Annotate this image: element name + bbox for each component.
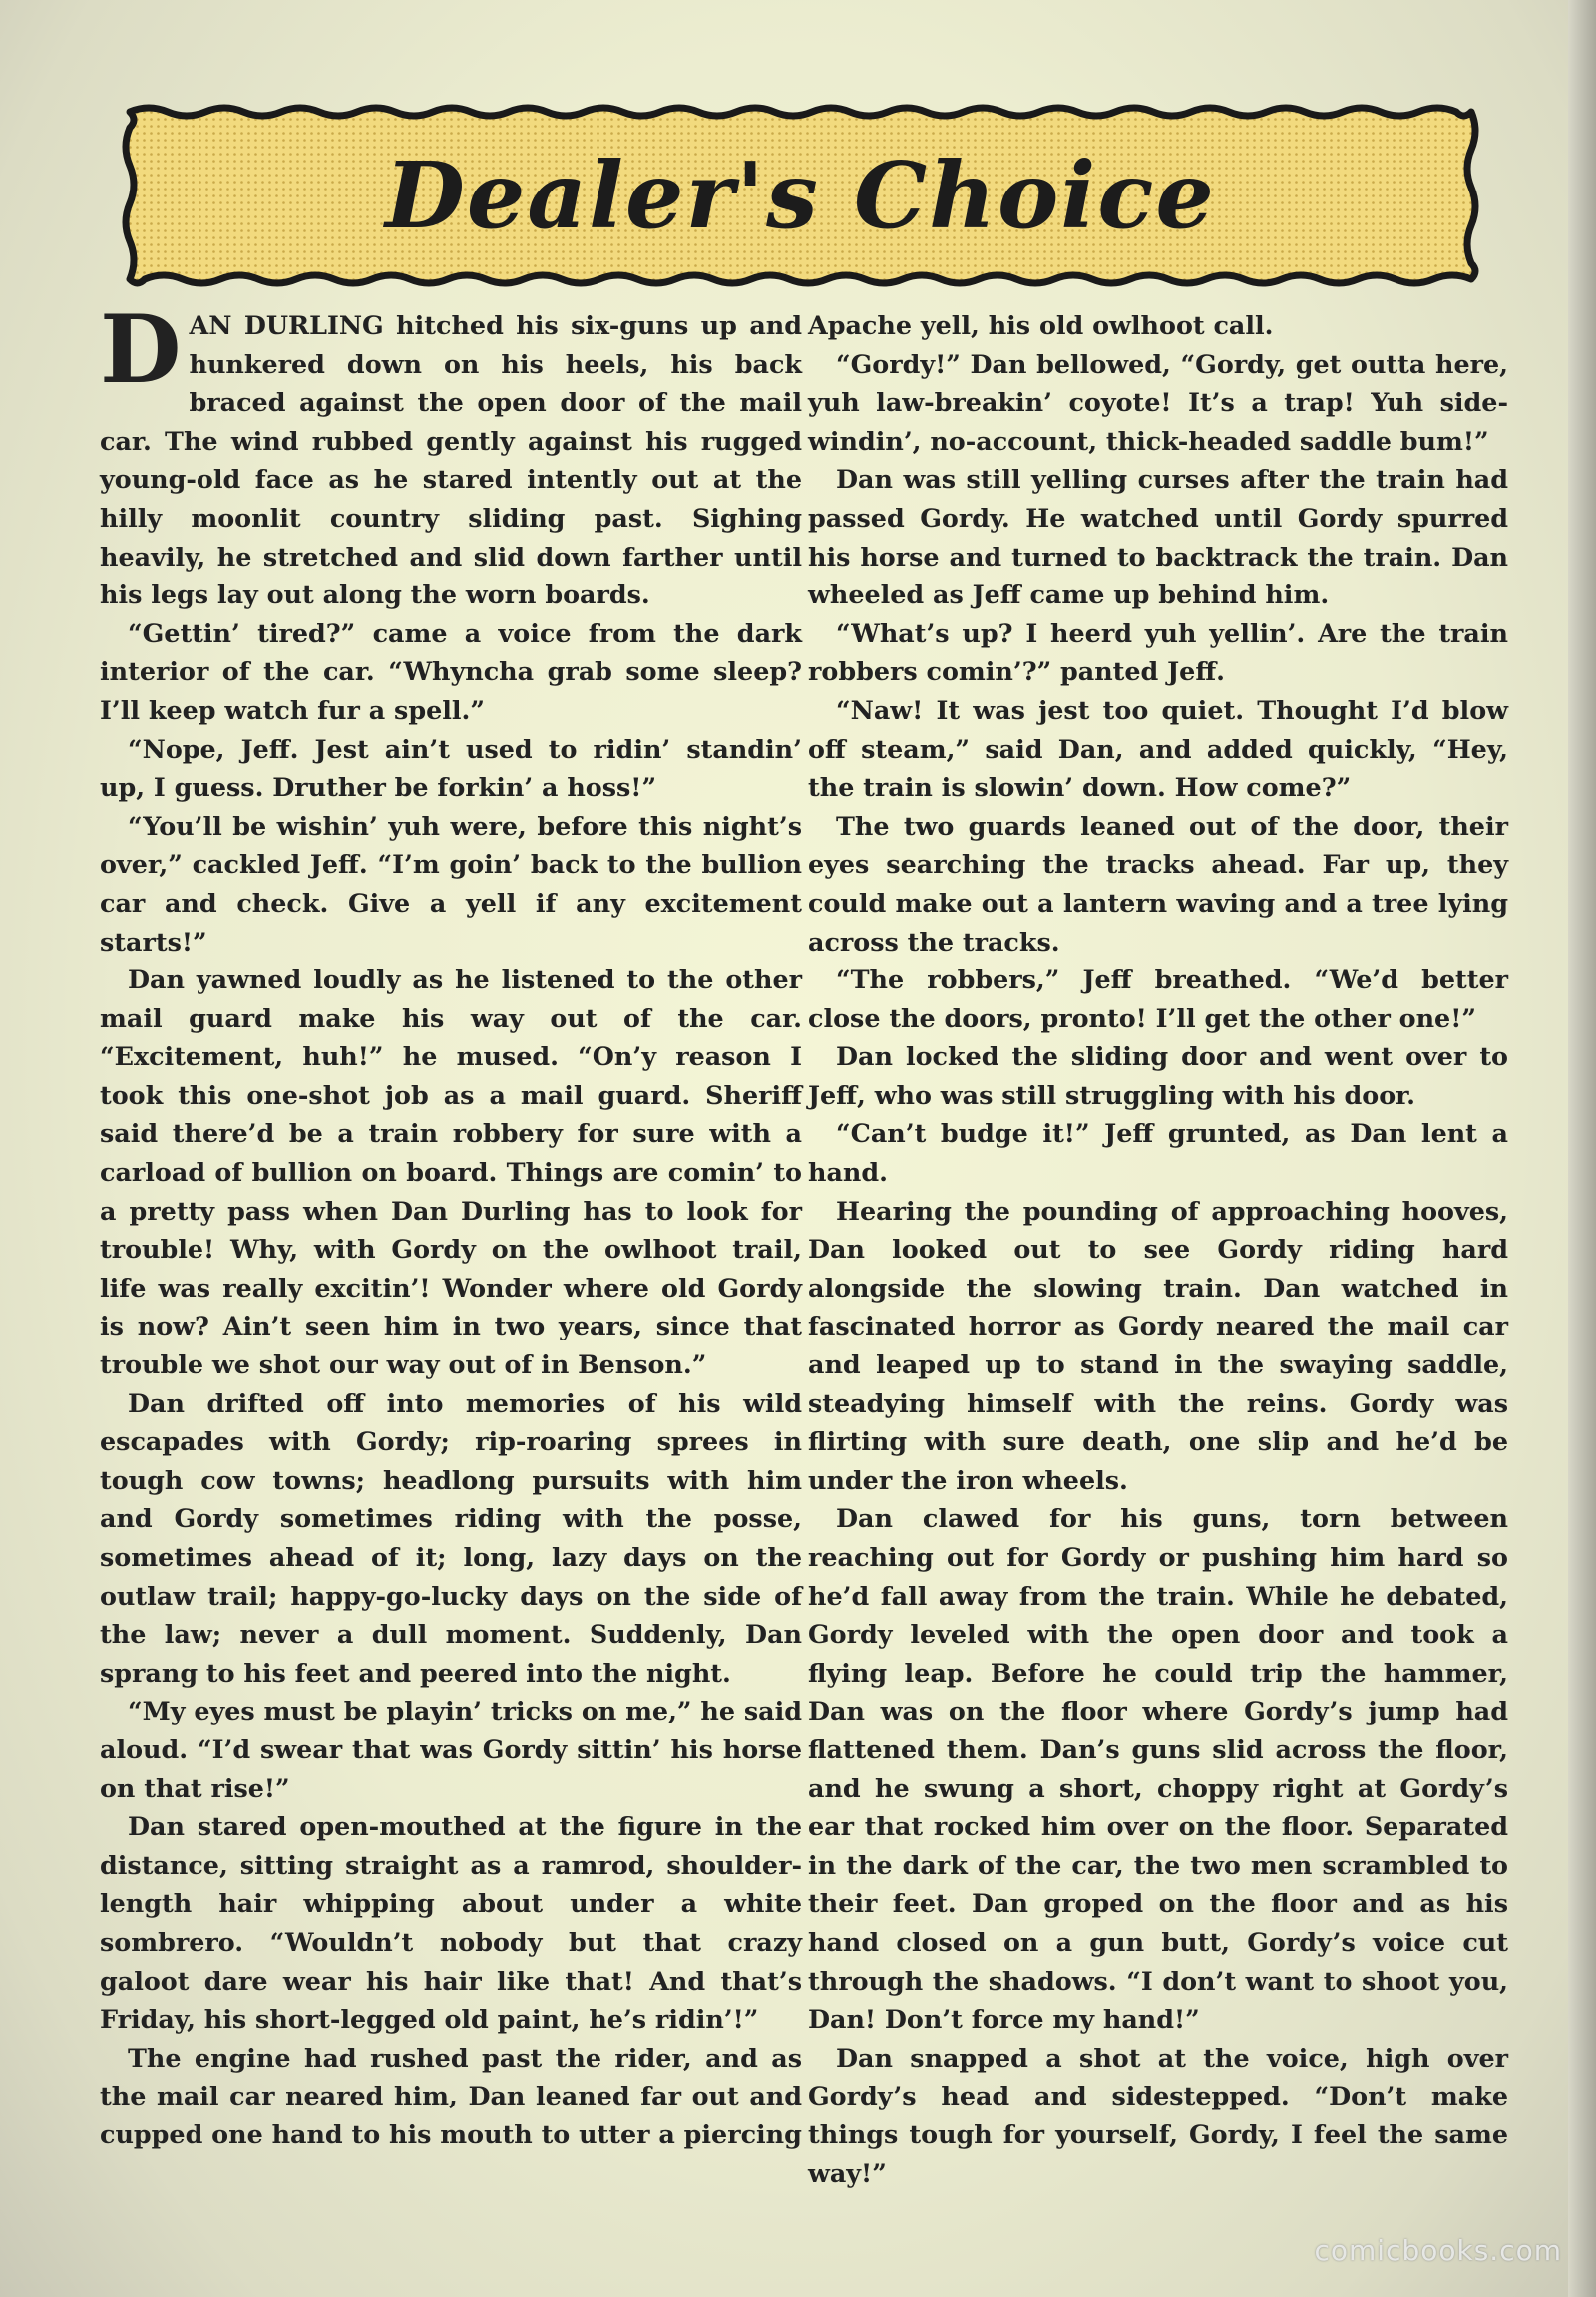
story-paragraph: Dan locked the sliding door and went over to Jeff, who was still struggling with his door. <box>808 1041 1508 1110</box>
story-paragraph: Dan drifted off into memories of his wild escapades with Gordy; rip-roaring sprees in tough cow towns; headlong pursuits with him and Gordy sometimes riding with the posse, sometimes ahead of it; long, lazy days on the outlaw trail; happy-go-lucky days on the side of the law; never a dull moment. Suddenly, Dan sprang to his feet and peered into the night. <box>100 1387 802 1688</box>
left-column <box>100 295 802 2154</box>
story-paragraph: The two guards leaned out of the door, their eyes searching the tracks ahead. Far up, they could make out a lantern waving and a tree lying across the tracks. <box>808 810 1508 957</box>
story-paragraph: DAN DURLING hitched his six-guns up and hunkered down on his heels, his back braced against the open door of the mail car. The wind rubbed gently against his rugged young-old face as he stared intently out at the hilly moonlit country sliding past. Sighing heavily, he stretched and slid down farther until his legs lay out along the worn boards. <box>100 295 802 610</box>
story-paragraph: “You’ll be wishin’ yuh were, before this night’s over,” cackled Jeff. “I’m goin’ back to the bullion car and check. Give a yell if any excitement starts!” <box>100 810 802 957</box>
story-paragraph: Dan snapped a shot at the voice, high over Gordy’s head and sidestepped. “Don’t make things tough for yourself, Gordy, I feel the same way!” <box>808 2042 1508 2188</box>
story-paragraph: “Gettin’ tired?” came a voice from the dark interior of the car. “Whyncha grab some sleep? I’ll keep watch fur a spell.” <box>100 617 802 725</box>
story-paragraph: “Nope, Jeff. Jest ain’t used to ridin’ standin’ up, I guess. Druther be forkin’ a hoss!” <box>100 733 802 803</box>
story-paragraph: Dan was still yelling curses after the train had passed Gordy. He watched until Gordy spurred his horse and turned to backtrack the train. Dan wheeled as Jeff came up behind him. <box>808 464 1508 610</box>
story-paragraph: Dan clawed for his guns, torn between reaching out for Gordy or pushing him hard so he’d fall away from the train. While he debated, Gordy leveled with the open door and took a flying leap. Before he could trip the hammer, Dan was on the floor where Gordy’s jump had flattened them. Dan’s guns slid across the floor, and he swung a short, choppy right at Gordy’s ear that rocked him over on the floor. Separated in the dark of the car, the two men scrambled to their feet. Dan groped on the floor and as his hand closed on a gun butt, Gordy’s voice cut through the shadows. “I don’t want to shoot you, Dan! Don’t force my hand!” <box>808 1503 1508 2035</box>
page-edge-shadow <box>1568 0 1596 2297</box>
story-paragraph: “My eyes must be playin’ tricks on me,” he said aloud. “I’d swear that was Gordy sittin’ his horse on that rise!” <box>100 1696 802 1803</box>
story-paragraph: “Gordy!” Dan bellowed, “Gordy, get outta here, yuh law-breakin’ coyote! It’s a trap! Yuh side-windin’, no-account, thick-headed saddle bum!” <box>808 348 1508 456</box>
right-column <box>808 306 1508 2192</box>
story-paragraph: “Naw! It was jest too quiet. Thought I’d blow off steam,” said Dan, and added quickly, “Hey, the train is slowin’ down. How come?” <box>808 694 1508 803</box>
drop-cap: D <box>100 295 182 405</box>
story-paragraph: “What’s up? I heerd yuh yellin’. Are the train robbers comin’?” panted Jeff. <box>808 617 1508 687</box>
story-paragraph-continued: Apache yell, his old owlhoot call. <box>808 310 1274 340</box>
story-paragraph: “Can’t budge it!” Jeff grunted, as Dan lent a hand. <box>808 1118 1508 1188</box>
story-paragraph: The engine had rushed past the rider, and as the mail car neared him, Dan leaned far out and cupped one hand to his mouth to utter a piercing <box>100 2042 802 2149</box>
title-banner <box>120 102 1481 289</box>
story-paragraph: “The robbers,” Jeff breathed. “We’d better close the doors, pronto! I’ll get the other one!” <box>808 964 1508 1033</box>
story-paragraph: Dan yawned loudly as he listened to the other mail guard make his way out of the car. “Excitement, huh!” he mused. “On’y reason I took this one-shot job as a mail guard. Sheriff said there’d be a train robbery for sure with a carload of bullion on board. Things are comin’ to a pretty pass when Dan Durling has to look for trouble! Why, with Gordy on the owlhoot trail, life was really excitin’! Wonder where old Gordy is now? Ain’t seen him in two years, since that trouble we shot our way out of in Benson.” <box>100 964 802 1380</box>
story-paragraph: Hearing the pounding of approaching hooves, Dan looked out to see Gordy riding hard alongside the slowing train. Dan watched in fascinated horror as Gordy neared the mail car and leaped up to stand in the swaying saddle, steadying himself with the reins. Gordy was flirting with sure death, one slip and he’d be under the iron wheels. <box>808 1195 1508 1495</box>
site-watermark: comicbooks.com <box>1314 2234 1562 2267</box>
story-title: Dealer's Choice <box>385 142 1216 249</box>
story-paragraph: Dan stared open-mouthed at the figure in the distance, sitting straight as a ramrod, shoulder-length hair whipping about under a white sombrero. “Wouldn’t nobody but that crazy galoot dare wear his hair like that! And that’s Friday, his short-legged old paint, he’s ridin’!” <box>100 1811 802 2035</box>
